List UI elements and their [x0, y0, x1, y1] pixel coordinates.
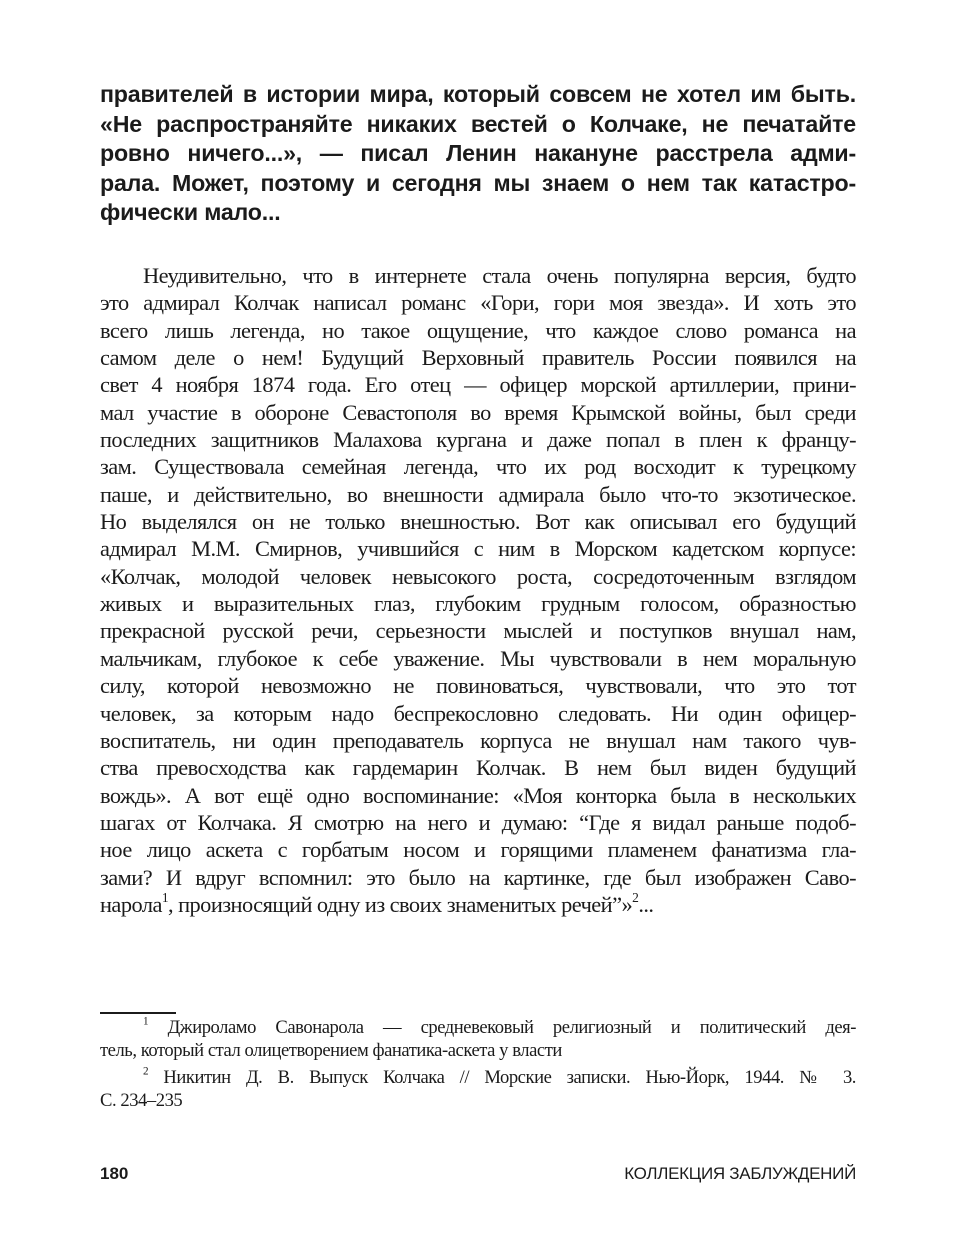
lead-line: рала. Может, поэтому и сегодня мы знаем о нем так катастро- — [100, 169, 856, 196]
body-line: прекрасной русской речи, серьезности мыслей и поступков внушал нам, — [100, 618, 856, 644]
body-paragraph — [100, 262, 856, 918]
body-text: , произносящий одну из своих знаменитых речей”» — [168, 891, 633, 917]
body-line: живых и выразительных глаз, глубоким грудным голосом, образностью — [100, 591, 856, 617]
footnote-line: С. 234–235 — [100, 1090, 183, 1111]
footnote-line — [100, 1066, 856, 1089]
running-title: КОЛЛЕКЦИЯ ЗАБЛУЖДЕНИЙ — [624, 1164, 856, 1183]
body-line: человек, за которым надо беспрекословно следовать. Ни один офицер- — [100, 700, 856, 726]
body-line: последних защитников Малахова кургана и даже попал в плен к францу- — [100, 427, 856, 453]
footnote-line: тель, который стал олицетворением фанатика-аскета у власти — [100, 1040, 562, 1061]
body-text: ... — [638, 891, 654, 917]
body-line: ное лицо аскета с горбатым носом и горящими пламенем фанатизма гла- — [100, 837, 856, 863]
body-line: «Колчак, молодой человек невысокого роста, сосредоточенным взглядом — [100, 563, 856, 589]
body-line: всего лишь легенда, но такое ощущение, что каждое слово романса на — [100, 317, 856, 343]
page-number: 180 — [100, 1164, 129, 1183]
footnote-line — [100, 1016, 856, 1039]
body-line: свет 4 ноября 1874 года. Его отец — офицер морской артиллерии, прини- — [100, 372, 856, 398]
footnote-1 — [100, 1016, 856, 1062]
lead-paragraph-bold — [100, 80, 856, 228]
lead-line: «Не распространяйте никаких вестей о Колчаке, не печатайте — [100, 110, 856, 137]
body-text: нарола — [100, 891, 162, 917]
footnote-mark: 2 — [143, 1065, 149, 1078]
body-line: мальчикам, глубокое к себе уважение. Мы чувствовали в нем моральную — [100, 645, 856, 671]
footnote-ref-1[interactable]: 1 — [161, 889, 168, 905]
footnote-mark: 1 — [143, 1015, 149, 1028]
footnote-text: Никитин Д. В. Выпуск Колчака // Морские записки. Нью-Йорк, 1944. № 3. — [148, 1067, 856, 1088]
body-line: ства превосходства как гардемарин Колчак. В нем был виден будущий — [100, 755, 856, 781]
body-line: это адмирал Колчак написал романс «Гори, гори моя звезда». И хоть это — [100, 290, 856, 316]
footnote-divider — [100, 1012, 176, 1014]
body-line: зам. Существовала семейная легенда, что их род восходит к турецкому — [100, 454, 856, 480]
body-line: силу, которой невозможно не повиноваться, чувствовали, что это тот — [100, 673, 856, 699]
body-line: шагах от Колчака. Я смотрю на него и думаю: “Где я видал раньше подоб- — [100, 809, 856, 835]
lead-line: правителей в истории мира, который совсем не хотел им быть. — [100, 81, 856, 107]
body-line: воспитатель, ни один преподаватель корпуса не внушал нам такого чув- — [100, 727, 856, 753]
body-line: Но выделялся он не только внешностью. Вот как описывал его будущий — [100, 509, 856, 535]
lead-line: ровно ничего...», — писал Ленин накануне расстрела адми- — [100, 140, 856, 167]
footnote-text: Джироламо Савонарола — средневековый религиозный и политический дея- — [148, 1017, 856, 1038]
body-line: адмирал М.М. Смирнов, учившийся с ним в Морском кадетском корпусе: — [100, 536, 856, 562]
body-line: мал участие в обороне Севастополя во время Крымской войны, был среди — [100, 399, 856, 425]
body-line: зами? И вдруг вспомнил: это было на картинке, где был изображен Саво- — [100, 864, 856, 890]
body-line: паше, и действительно, во внешности адмирала было что-то экзотическое. — [100, 481, 856, 507]
body-line: Неудивительно, что в интернете стала очень популярна версия, будто — [143, 263, 856, 288]
body-last-line — [100, 891, 856, 918]
body-line: самом деле о нем! Будущий Верховный правитель России появился на — [100, 345, 856, 371]
body-line: вождь». А вот ещё одно воспоминание: «Моя конторка была в нескольких — [100, 782, 856, 808]
footnote-ref-2[interactable]: 2 — [632, 889, 639, 905]
footnote-2 — [100, 1066, 856, 1112]
lead-line: фически мало... — [100, 199, 281, 226]
